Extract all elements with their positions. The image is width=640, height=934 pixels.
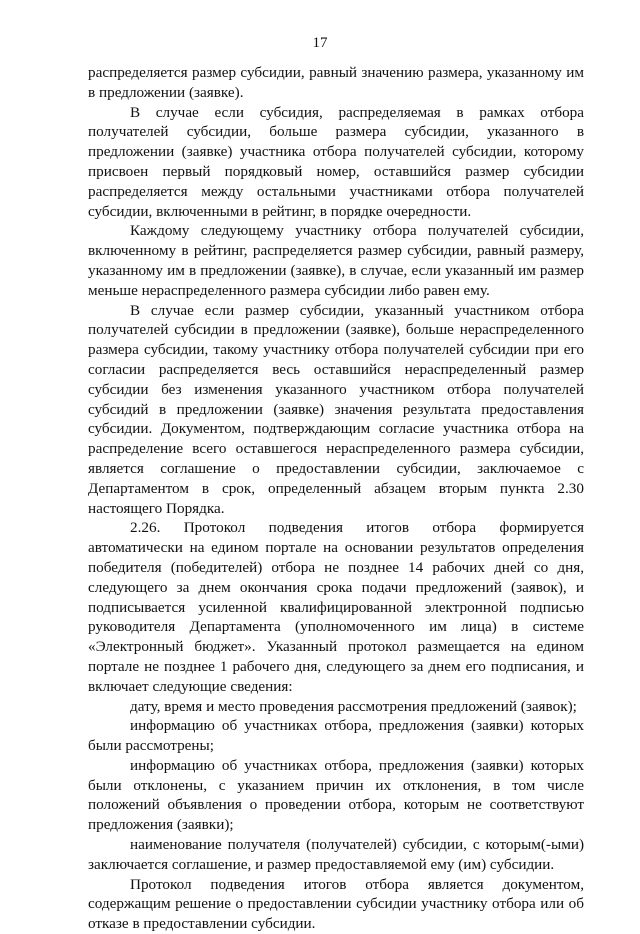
- paragraph-subsidy-remainder: В случае если субсидия, распределяемая в рамках отбора получателей субсидии, больше размера субсидии, указанного в предложении (заявке) участника отбора получателей субсидии, которому присвоен первый порядковый номер, оставшийся размер субсидии распределяется между остальными участниками отбора получателей субсидии, включенными в рейтинг, в порядке очередности.: [88, 103, 584, 220]
- paragraph-size-exceeds: В случае если размер субсидии, указанный участником отбора получателей субсидии в предложении (заявке), больше нераспределенного размера субсидии, такому участнику отбора получателей субсидии при его согласии распределяется весь оставшийся нераспределенный размер субсидии без изменения указанного участником отбора получателей субсидий в предложении (заявке) значения результата предоставления субсидии. Документом, подтверждающим согласие участника отбора на распределение всего оставшегося нераспределенного размера субсидии, является соглашение о предоставлении субсидии, заключаемое с Департаментом в срок, определенный абзацем вторым пункта 2.30 настоящего Порядка.: [88, 301, 584, 517]
- paragraph-continuation: распределяется размер субсидии, равный значению размера, указанному им в предложении (заявке).: [88, 64, 584, 101]
- page-number: 17: [312, 35, 328, 51]
- list-item-date-time-place: дату, время и место проведения рассмотрения предложений (заявок);: [130, 697, 577, 715]
- paragraph-protocol-decision: Протокол подведения итогов отбора является документом, содержащим решение о предоставлении субсидии участнику отбора или об отказе в предоставлении субсидии.: [88, 875, 584, 933]
- list-item-reviewed-participants: информацию об участниках отбора, предложения (заявки) которых были рассмотрены;: [88, 717, 584, 755]
- list-item-recipient-name: наименование получателя (получателей) субсидии, с которым(-ыми) заключается соглашение, и размер предоставляемой ему (им) субсидии.: [88, 836, 584, 873]
- list-item-rejected-participants: информацию об участниках отбора, предложения (заявки) которых были отклонены, с указанием причин их отклонения, в том числе положений объявления о проведении отбора, которым не соответствуют предложения (заявки);: [88, 756, 584, 834]
- document-body: [88, 63, 584, 934]
- paragraph-2-26-protocol: 2.26. Протокол подведения итогов отбора формируется автоматически на едином портале на основании результатов определения победителя (победителей) отбора не позднее 14 рабочих дней со дня, следующего за днем окончания срока подачи предложений (заявок), и подписывается усиленной квалифицированной электронной подписью руководителя Департамента (уполномоченного им лица) в системе «Электронный бюджет». Указанный протокол размещается на едином портале не позднее 1 рабочего дня, следующего за днем его подписания, и включает следующие сведения:: [88, 519, 584, 695]
- paragraph-next-participant: Каждому следующему участнику отбора получателей субсидии, включенному в рейтинг, распределяется размер субсидии, равный размеру, указанному им в предложении (заявке), в случае, если указанный им размер меньше нераспределенного размера субсидии либо равен ему.: [88, 222, 584, 299]
